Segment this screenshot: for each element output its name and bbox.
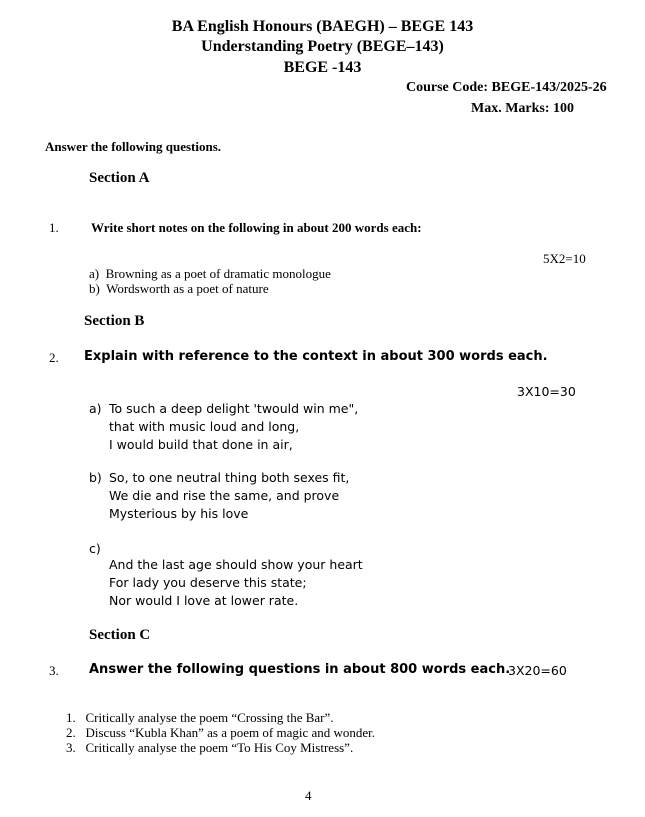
item-label: b) bbox=[89, 470, 102, 485]
item-text: Critically analyse the poem “To His Coy Mistress”. bbox=[85, 740, 354, 755]
marks: 3X20=60 bbox=[508, 663, 567, 678]
passage-line: Mysterious by his love bbox=[109, 506, 249, 521]
max-marks: Max. Marks: 100 bbox=[471, 101, 575, 116]
item-label: 1. bbox=[66, 710, 76, 725]
item-text: Critically analyse the poem “Crossing the Bar”. bbox=[85, 710, 334, 725]
list-item bbox=[66, 710, 334, 726]
question-text: Answer the following questions in about 800 words each. bbox=[89, 662, 511, 677]
item-text: Discuss “Kubla Khan” as a poem of magic and wonder. bbox=[85, 725, 376, 740]
passage-line: So, to one neutral thing both sexes fit, bbox=[109, 470, 350, 485]
passage-line: For lady you deserve this state; bbox=[109, 575, 307, 590]
passage-line: Nor would I love at lower rate. bbox=[109, 593, 299, 608]
item-label: 3. bbox=[66, 740, 76, 755]
marks: 3X10=30 bbox=[517, 384, 576, 399]
instruction: Answer the following questions. bbox=[45, 139, 222, 154]
question-number: 3. bbox=[49, 663, 59, 678]
list-item bbox=[89, 281, 269, 297]
item-text: Browning as a poet of dramatic monologue bbox=[105, 266, 331, 281]
passage-line: And the last age should show your heart bbox=[109, 557, 363, 572]
page-number: 4 bbox=[305, 788, 312, 803]
question-text: Write short notes on the following in about 200 words each: bbox=[91, 220, 422, 235]
list-item bbox=[66, 725, 375, 741]
item-label: b) bbox=[89, 281, 100, 296]
list-item bbox=[89, 266, 331, 282]
list-item bbox=[66, 740, 353, 756]
item-label: c) bbox=[89, 541, 101, 556]
paper-title: BA English Honours (BAEGH) – BEGE 143 bbox=[171, 18, 474, 35]
item-text: Wordsworth as a poet of nature bbox=[106, 281, 269, 296]
passage-line: that with music loud and long, bbox=[109, 419, 300, 434]
marks: 5X2=10 bbox=[543, 251, 586, 266]
item-label: 2. bbox=[66, 725, 76, 740]
course-short-code: BEGE -143 bbox=[283, 59, 362, 76]
passage-line: I would build that done in air, bbox=[109, 437, 293, 452]
section-a-title: Section A bbox=[89, 170, 150, 186]
question-text: Explain with reference to the context in about 300 words each. bbox=[84, 349, 548, 364]
course-title: Understanding Poetry (BEGE–143) bbox=[201, 38, 444, 55]
item-label: a) bbox=[89, 401, 102, 416]
question-number: 1. bbox=[49, 220, 59, 235]
section-b-title: Section B bbox=[84, 313, 145, 329]
item-label: a) bbox=[89, 266, 100, 281]
passage-line: To such a deep delight 'twould win me", bbox=[109, 401, 359, 416]
section-c-title: Section C bbox=[89, 627, 151, 643]
question-number: 2. bbox=[49, 350, 59, 365]
passage-line: We die and rise the same, and prove bbox=[109, 488, 340, 503]
course-code: Course Code: BEGE-143/2025-26 bbox=[406, 80, 607, 95]
